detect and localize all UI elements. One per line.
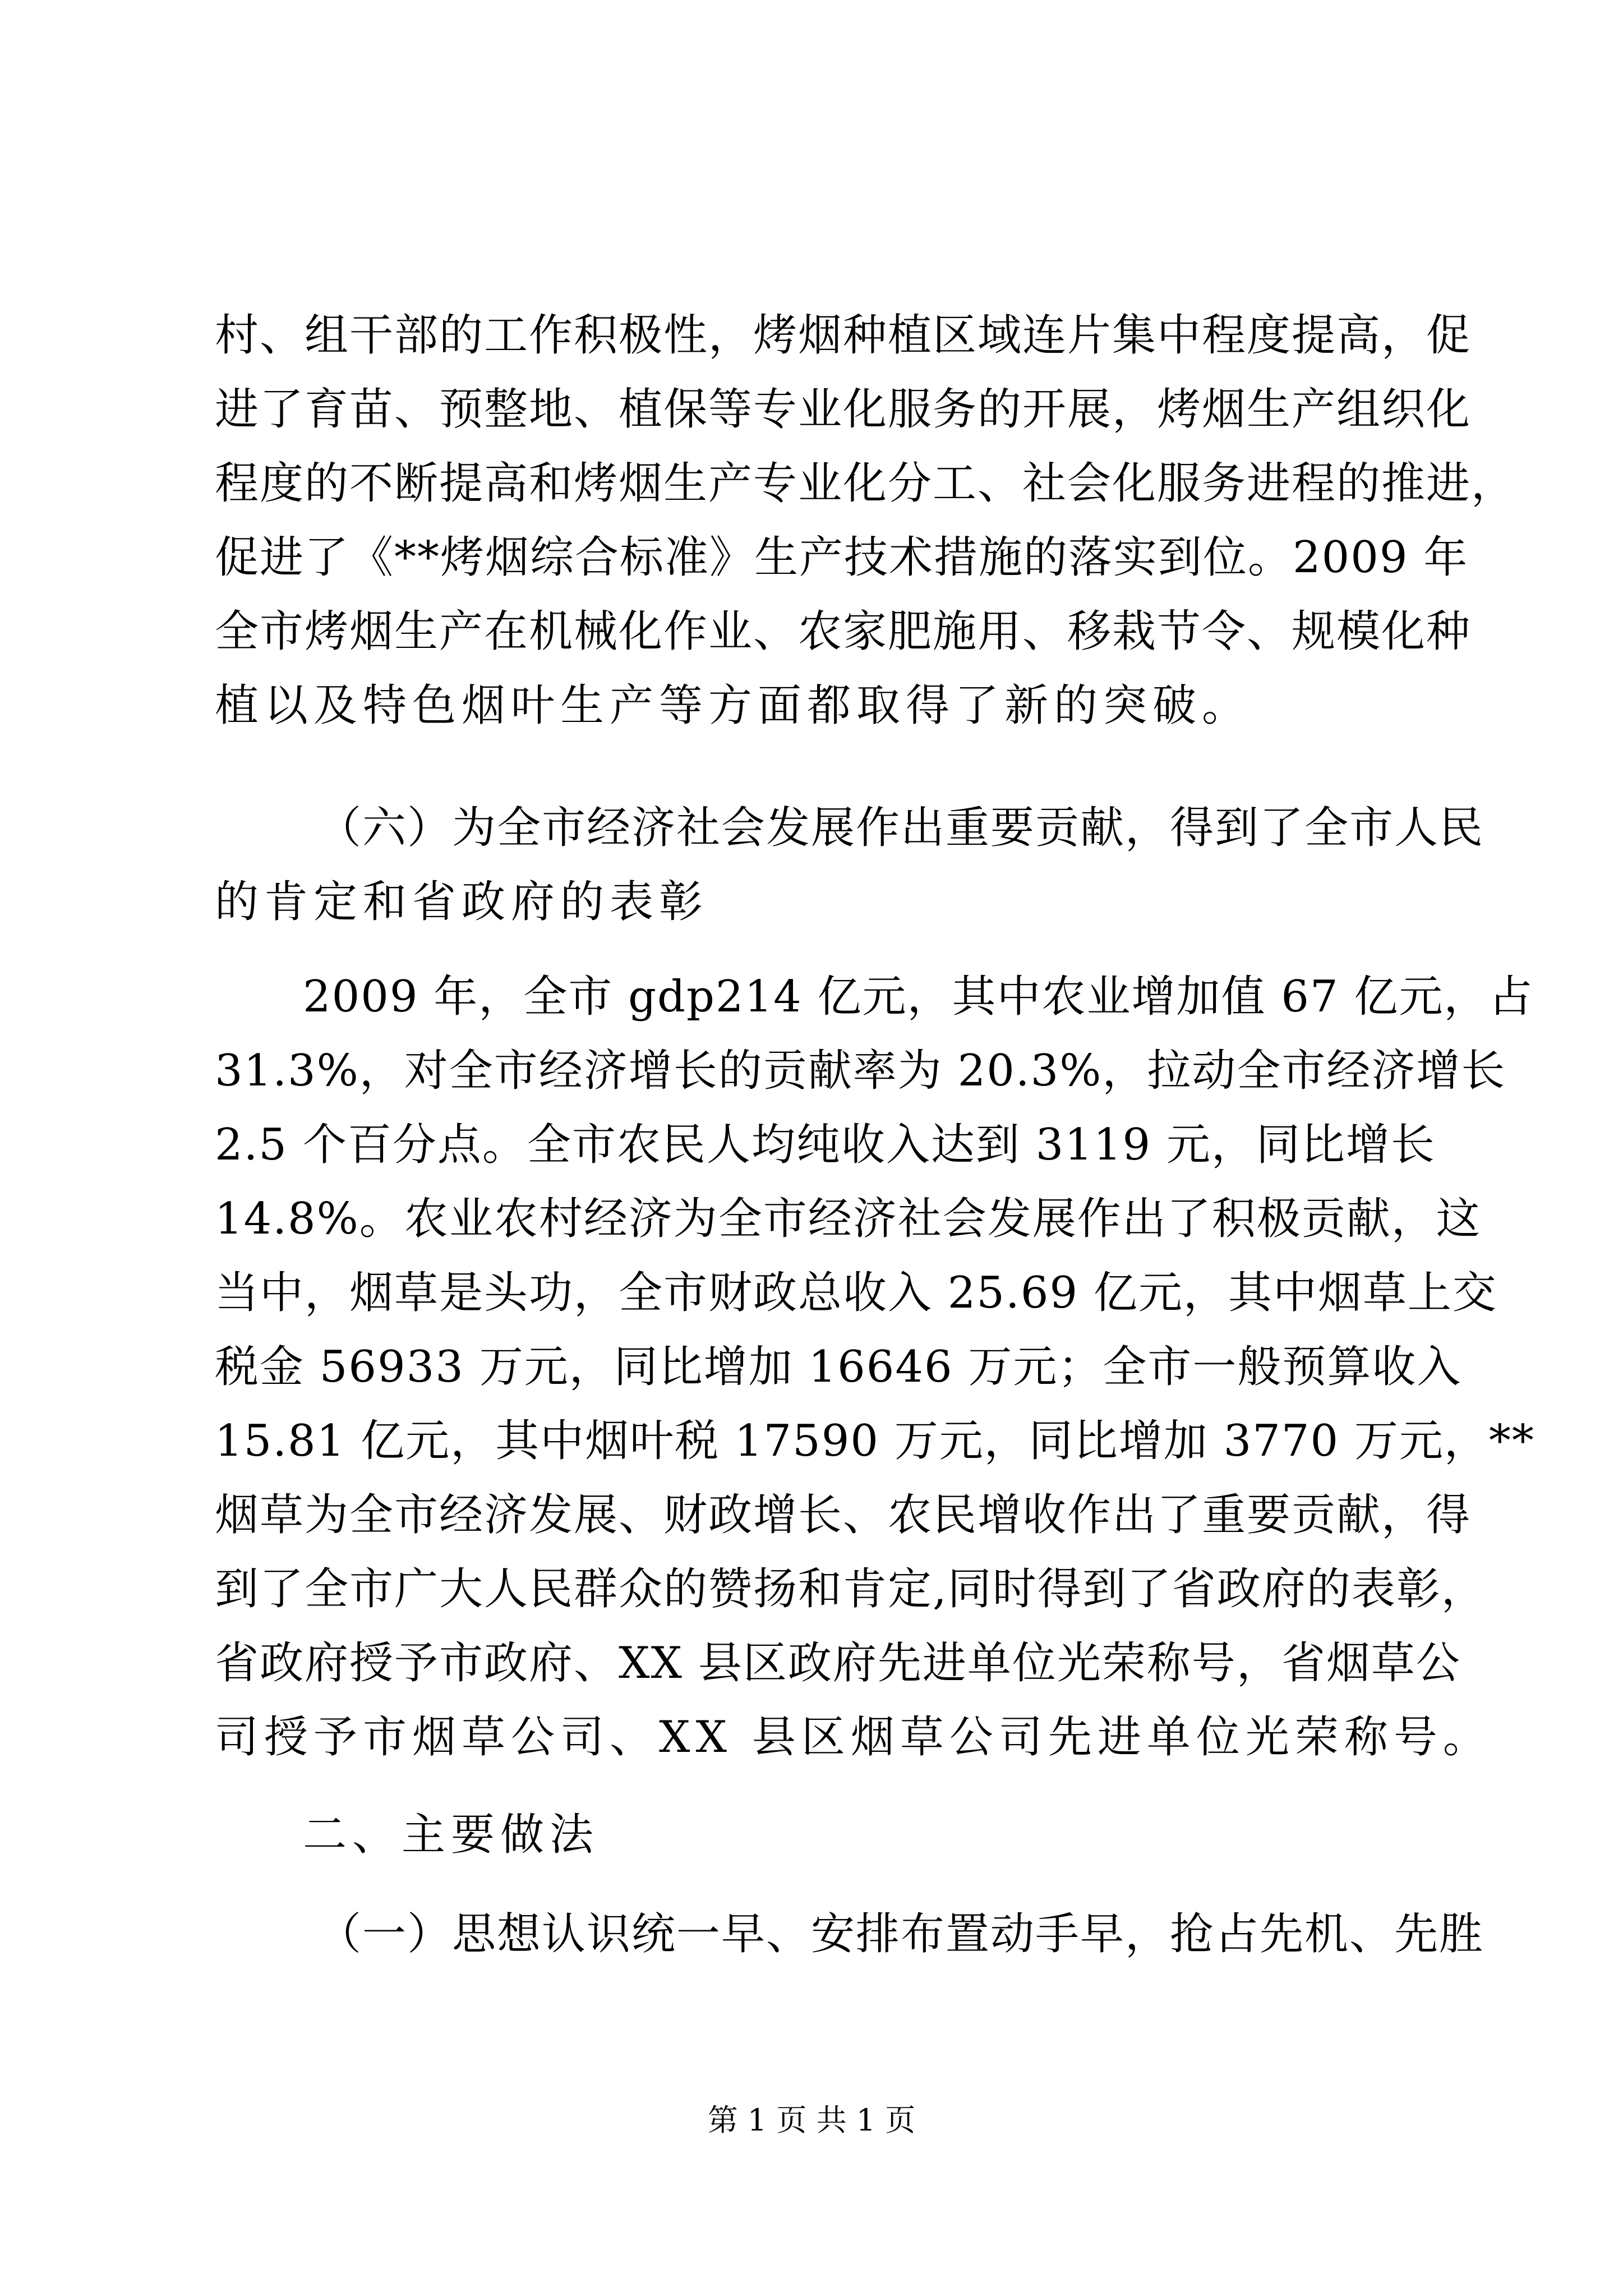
paragraph-line: 15.81 亿元，其中烟叶税 17590 万元，同比增加 3770 万元，** — [215, 1416, 1535, 1466]
paragraph-line: 司授予市烟草公司、XX 县区烟草公司先进单位光荣称号。 — [215, 1712, 1492, 1763]
paragraph-line: 全市烤烟生产在机械化作业、农家肥施用、移栽节令、规模化种 — [215, 606, 1472, 657]
section-heading-line: （六）为全市经济社会发展作出重要贡献，得到了全市人民 — [317, 803, 1484, 853]
section-heading-line: 的肯定和省政府的表彰 — [215, 877, 709, 927]
paragraph-line: 到了全市广大人民群众的赞扬和肯定,同时得到了省政府的表彰， — [215, 1564, 1486, 1614]
paragraph-line: 植以及特色烟叶生产等方面都取得了新的突破。 — [215, 680, 1252, 731]
paragraph-line: 14.8%。农业农村经济为全市经济社会发展作出了积极贡献，这 — [215, 1194, 1481, 1244]
paragraph-line: 促进了《**烤烟综合标准》生产技术措施的落实到位。2009 年 — [215, 532, 1469, 583]
section-heading-line: （一）思想认识统一早、安排布置动手早，抢占先机、先胜 — [317, 1909, 1484, 1959]
section-heading-line: 二、主要做法 — [303, 1810, 600, 1860]
paragraph-line: 税金 56933 万元，同比增加 16646 万元；全市一般预算收入 — [215, 1342, 1462, 1392]
paragraph-line: 2009 年，全市 gdp214 亿元，其中农业增加值 67 亿元，占 — [303, 972, 1534, 1022]
paragraph-line: 省政府授予市政府、XX 县区政府先进单位光荣称号，省烟草公 — [215, 1638, 1461, 1688]
page-footer: 第 1 页 共 1 页 — [707, 2102, 916, 2138]
paragraph-line: 2.5 个百分点。全市农民人均纯收入达到 3119 元，同比增长 — [215, 1120, 1436, 1170]
paragraph-line: 烟草为全市经济发展、财政增长、农民增收作出了重要贡献，得 — [215, 1490, 1472, 1540]
paragraph-line: 村、组干部的工作积极性，烤烟种植区域连片集中程度提高，促 — [215, 310, 1472, 361]
paragraph-line: 当中，烟草是头功，全市财政总收入 25.69 亿元，其中烟草上交 — [215, 1268, 1497, 1318]
paragraph-line: 程度的不断提高和烤烟生产专业化分工、社会化服务进程的推进， — [215, 458, 1516, 509]
paragraph-line: 进了育苗、预整地、植保等专业化服务的开展，烤烟生产组织化 — [215, 384, 1472, 435]
paragraph-line: 31.3%，对全市经济增长的贡献率为 20.3%，拉动全市经济增长 — [215, 1046, 1506, 1096]
